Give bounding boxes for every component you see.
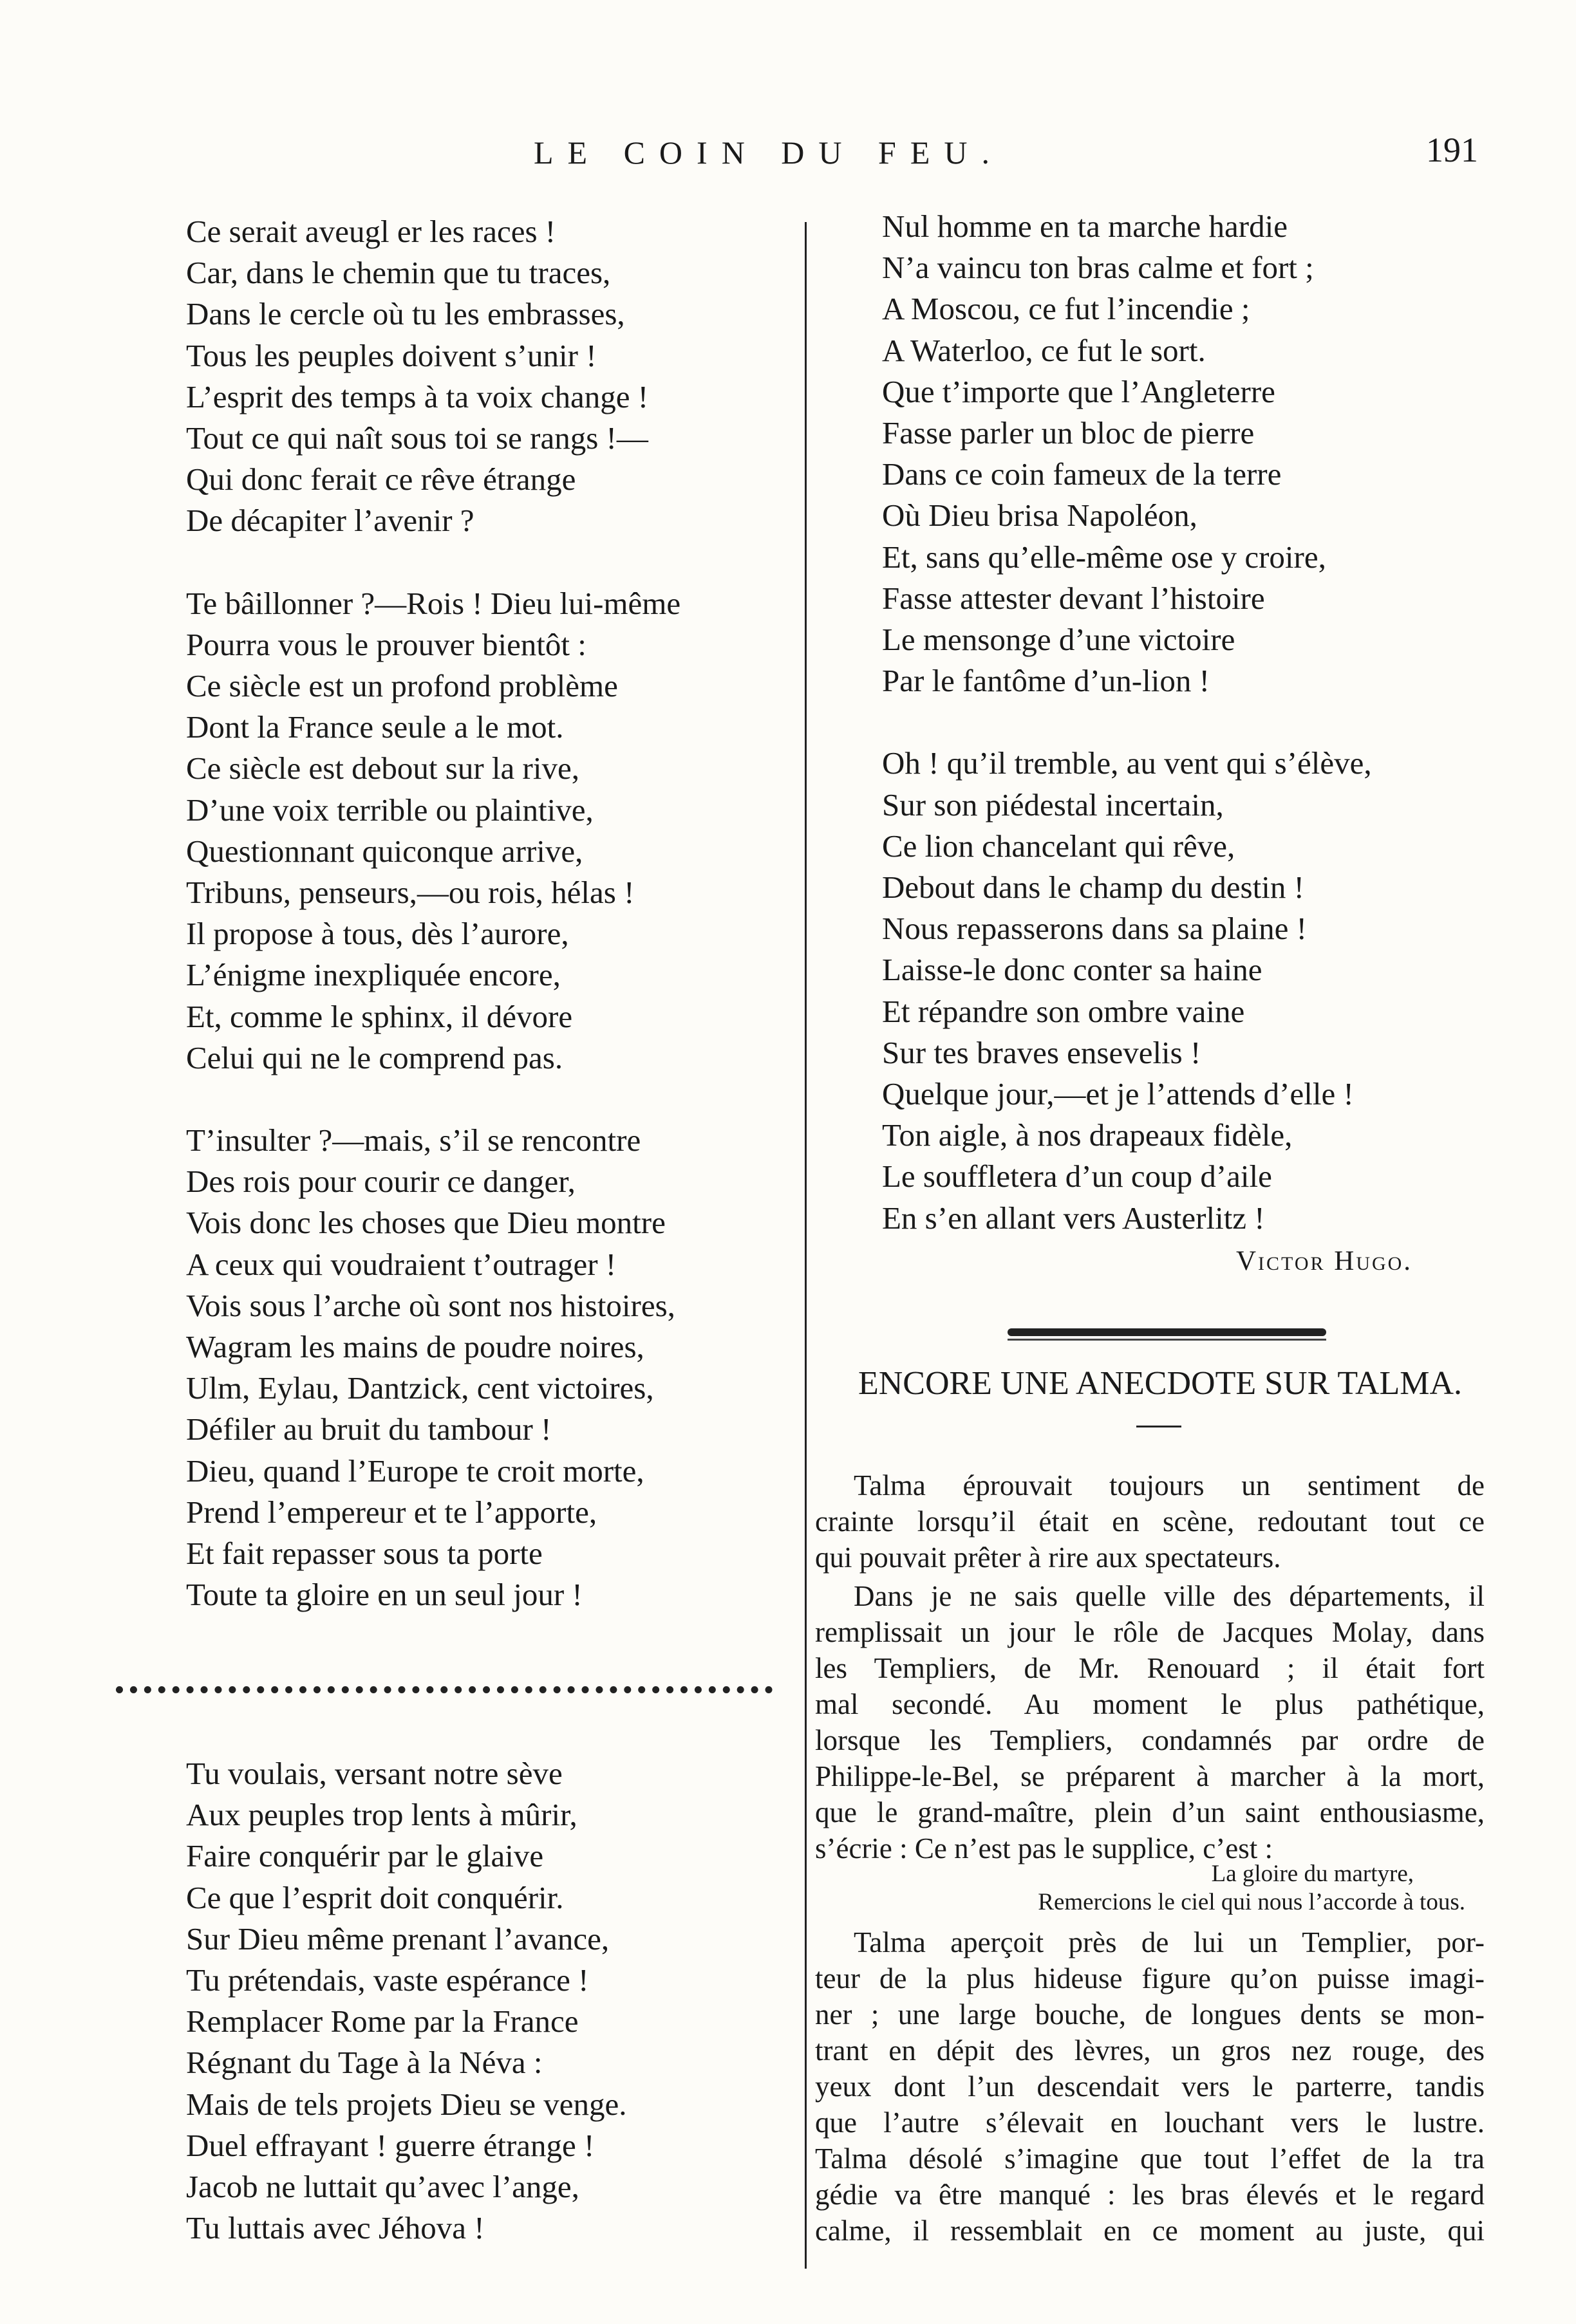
verse-line: Ce que l’esprit doit conquérir. [186,1879,564,1915]
verse-line: A ceux qui voudraient t’outrager ! [186,1246,617,1282]
verse-line: Des rois pour courir ce danger, [186,1164,576,1200]
quote-line: La gloire du martyre, [1211,1861,1414,1887]
verse-line: Par le fantôme d’un-lion ! [882,663,1210,699]
quoted-verse [815,1860,1478,1917]
verse-line: Wagram les mains de poudre noires, [186,1329,644,1365]
text-line: crainte lorsqu’il était en scène, redoutant tout ce [815,1505,1485,1538]
verse-line: Aux peuples trop lents à mûrir, [186,1797,577,1833]
running-header: LE COIN DU FEU. [534,135,1004,171]
dotted-separator [116,1686,773,1693]
verse-line: Jacob ne luttait qu’avec l’ange, [186,2169,579,2205]
text-line: Philippe-le-Bel, se préparent à marcher à la mort, [815,1760,1485,1792]
article-paragraph-2 [815,1578,1485,1866]
article-paragraph-1 [815,1467,1485,1576]
verse-line: Questionnant quiconque arrive, [186,833,583,869]
verse-line: Tu prétendais, vaste espérance ! [186,1962,589,1998]
text-line: les Templiers, de Mr. Renouard ; il était fort [815,1652,1485,1684]
verse-line: D’une voix terrible ou plaintive, [186,792,594,828]
verse-line: Sur tes braves ensevelis ! [882,1034,1201,1070]
text-line: lorsque les Templiers, condamnés par ordre de [815,1724,1485,1756]
verse-line: Tu luttais avec Jéhova ! [186,2210,485,2246]
verse-line: Tous les peuples doivent s’unir ! [186,337,597,373]
verse-line: Fasse parler un bloc de pierre [882,415,1255,451]
verse-line: Nous repasserons dans sa plaine ! [882,911,1307,947]
page-number: 191 [1426,131,1478,169]
verse-line: Et, sans qu’elle-même ose y croire, [882,539,1326,575]
verse-line: Défiler au bruit du tambour ! [186,1411,552,1447]
decorative-rule-thin [1008,1339,1326,1341]
verse-line: En s’en allant vers Austerlitz ! [882,1200,1265,1236]
article-title: ENCORE UNE ANECDOTE SUR TALMA. [858,1365,1463,1402]
verse-line: Où Dieu brisa Napoléon, [882,497,1197,534]
verse-line: Que t’importe que l’Angleterre [882,373,1275,409]
verse-line: A Moscou, ce fut l’incendie ; [882,291,1250,327]
verse-line: Fasse attester devant l’histoire [882,580,1265,616]
quote-line: Remercions le ciel qui nous l’accorde à tous. [1038,1889,1465,1915]
stanza-4 [882,206,1372,702]
text-line: Talma aperçoit près de lui un Templier, por- [854,1926,1485,1958]
text-line: Talma éprouvait toujours un sentiment de [854,1469,1485,1501]
text-line: s’écrie : Ce n’est pas le supplice, c’est : [815,1832,1273,1864]
verse-line: Ulm, Eylau, Dantzick, cent victoires, [186,1370,654,1406]
text-line: mal secondé. Au moment le plus pathétique, [815,1688,1485,1720]
verse-line: Ce siècle est un profond problème [186,668,618,704]
verse-line: L’énigme inexpliquée encore, [186,957,561,993]
text-line: trant en dépit des lèvres, un gros nez rouge, des [815,2034,1485,2067]
verse-line: Sur Dieu même prenant l’avance, [186,1920,610,1957]
text-line: Dans je ne sais quelle ville des départements, il [854,1580,1485,1612]
text-line: Talma désolé s’imagine que tout l’effet de la tra [815,2143,1485,2175]
verse-line: Tribuns, penseurs,—ou rois, hélas ! [186,875,635,911]
verse-line: Tu voulais, versant notre sève [186,1756,563,1791]
verse-line: Dans ce coin fameux de la terre [882,456,1282,492]
text-line: teur de la plus hideuse figure qu’on puisse imagi- [815,1962,1485,1994]
verse-line: Et répandre son ombre vaine [882,993,1245,1029]
verse-line: Car, dans le chemin que tu traces, [186,255,611,291]
verse-line: L’esprit des temps à ta voix change ! [186,378,649,414]
verse-line: Ce lion chancelant qui rêve, [882,828,1235,864]
verse-line: Pourra vous le prouver bientôt : [186,626,586,662]
verse-line: Remplacer Rome par la France [186,2003,579,2040]
verse-line: Quelque jour,—et je l’attends d’elle ! [882,1076,1354,1112]
verse-line: Qui donc ferait ce rêve étrange [186,461,576,497]
right-column-poem [882,206,1372,1239]
verse-line: Sur son piédestal incertain, [882,786,1224,823]
verse-line: Mais de tels projets Dieu se venge. [186,2086,627,2122]
verse-line: Oh ! qu’il tremble, au vent qui s’élève, [882,745,1372,781]
text-line: que l’autre s’élevait en louchant vers le lustre. [815,2106,1485,2139]
text-line: que le grand-maître, plein d’un saint enthousiasme, [815,1796,1485,1828]
column-divider [805,222,807,2269]
left-column-poem [186,211,680,1616]
verse-line: Dieu, quand l’Europe te croit morte, [186,1453,644,1489]
stanza-2 [186,583,680,1079]
text-line: calme, il ressemblait en ce moment au juste, qui [815,2215,1485,2247]
verse-line: Te bâillonner ?—Rois ! Dieu lui-même [186,585,681,621]
verse-line: Dans le cercle où tu les embrasses, [186,296,625,332]
decorative-rule [1008,1328,1326,1336]
verse-line: Debout dans le champ du destin ! [882,869,1304,906]
verse-line: Régnant du Tage à la Néva : [186,2045,543,2081]
verse-line: Le souffletera d’un coup d’aile [882,1158,1272,1195]
verse-line: Laisse-le donc conter sa haine [882,952,1262,988]
verse-line: Et fait repasser sous ta porte [186,1536,543,1572]
verse-line: Ton aigle, à nos drapeaux fidèle, [882,1117,1293,1153]
verse-line: Faire conquérir par le glaive [186,1838,544,1874]
verse-line: Celui qui ne le comprend pas. [186,1039,563,1075]
verse-line: Il propose à tous, dès l’aurore, [186,916,569,952]
poem-author: Victor Hugo. [1236,1246,1413,1276]
verse-line: Vois sous l’arche où sont nos histoires, [186,1287,675,1323]
stanza-1 [186,211,680,542]
verse-line: A Waterloo, ce fut le sort. [882,332,1206,368]
verse-line: Prend l’empereur et te l’apporte, [186,1494,597,1530]
verse-line: Nul homme en ta marche hardie [882,209,1288,244]
verse-line: De décapiter l’avenir ? [186,503,474,539]
verse-line: Dont la France seule a le mot. [186,709,564,745]
title-rule [1136,1426,1181,1427]
verse-line: Toute ta gloire en un seul jour ! [186,1577,583,1613]
verse-line: Ce serait aveugl er les races ! [186,214,556,249]
stanza-3 [186,1120,680,1615]
text-line: remplissait un jour le rôle de Jacques Molay, dans [815,1616,1485,1648]
verse-line: Duel effrayant ! guerre étrange ! [186,2127,595,2163]
text-line: yeux dont l’un descendait vers le parterre, tandis [815,2070,1485,2103]
text-line: gédie va être manqué : les bras élevés et le regard [815,2179,1485,2211]
verse-line: N’a vaincu ton bras calme et fort ; [882,250,1314,286]
verse-line: Vois donc les choses que Dieu montre [186,1205,666,1241]
stanza-5 [882,743,1372,1238]
verse-line: Et, comme le sphinx, il dévore [186,998,573,1034]
verse-line: Le mensonge d’une victoire [882,622,1235,658]
text-line: qui pouvait prêter à rire aux spectateurs. [815,1541,1281,1574]
verse-line: Tout ce qui naît sous toi se rangs !— [186,420,648,456]
text-line: ner ; une large bouche, de longues dents se mon- [815,1998,1485,2031]
article-paragraph-3 [815,1924,1485,2249]
left-column-poem-continued [186,1753,626,2249]
verse-line: Ce siècle est debout sur la rive, [186,750,579,786]
verse-line: T’insulter ?—mais, s’il se rencontre [186,1122,641,1158]
